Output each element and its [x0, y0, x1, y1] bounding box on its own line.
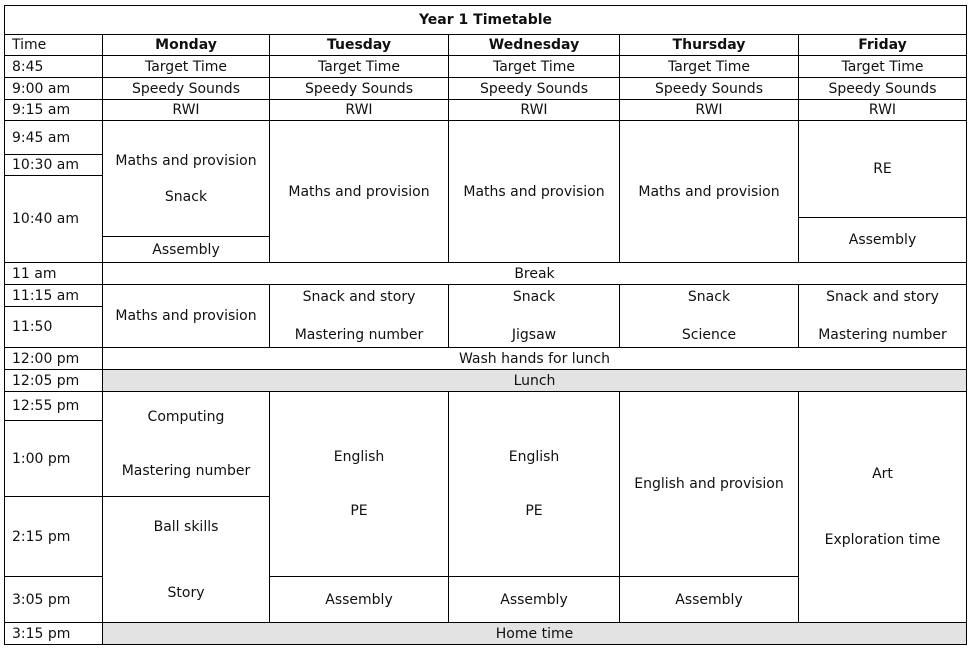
time-0845: 8:45 [4, 55, 103, 78]
break-row: Break [102, 262, 967, 285]
monday-pm-block1 [102, 391, 270, 497]
time-1030: 10:30 am [4, 154, 103, 176]
time-1115: 11:15 am [4, 284, 103, 307]
wednesday-pm-block [448, 391, 620, 577]
timetable-title: Year 1 Timetable [4, 5, 967, 35]
time-1505: 3:05 pm [4, 576, 103, 623]
tuesday-pm-block [269, 391, 449, 577]
tuesday-target-time: Target Time [269, 55, 449, 78]
wednesday-speedy-sounds: Speedy Sounds [448, 77, 620, 100]
friday-re: RE [798, 120, 967, 218]
monday-ball-skills: Ball skills [153, 518, 219, 535]
home-time-row: Home time [102, 622, 967, 645]
friday-late-am [798, 284, 967, 348]
tuesday-speedy-sounds: Speedy Sounds [269, 77, 449, 100]
lunch-row: Lunch [102, 369, 967, 392]
wednesday-rwi: RWI [448, 99, 620, 121]
monday-computing: Computing [147, 409, 225, 425]
friday-assembly: Assembly [798, 217, 967, 263]
monday-maths-provision: Maths and provision [115, 152, 257, 169]
wednesday-assembly: Assembly [448, 576, 620, 623]
monday-assembly: Assembly [102, 236, 270, 263]
header-tuesday: Tuesday [269, 34, 449, 56]
friday-rwi: RWI [798, 99, 967, 121]
friday-snack-story: Snack and story [826, 289, 939, 305]
thursday-pm-block: English and provision [619, 391, 799, 577]
time-0900: 9:00 am [4, 77, 103, 100]
wednesday-snack: Snack [512, 289, 556, 305]
time-1415: 2:15 pm [4, 496, 103, 577]
monday-target-time: Target Time [102, 55, 270, 78]
friday-art: Art [872, 466, 893, 482]
monday-snack: Snack [164, 188, 208, 205]
friday-exploration-time: Exploration time [824, 532, 941, 548]
time-0915: 9:15 am [4, 99, 103, 121]
header-thursday: Thursday [619, 34, 799, 56]
thursday-target-time: Target Time [619, 55, 799, 78]
tuesday-late-am [269, 284, 449, 348]
thursday-rwi: RWI [619, 99, 799, 121]
tuesday-am-block: Maths and provision [269, 120, 449, 263]
time-1150: 11:50 [4, 306, 103, 348]
monday-late-am: Maths and provision [102, 284, 270, 348]
friday-mastering-number: Mastering number [818, 327, 947, 343]
tuesday-assembly: Assembly [269, 576, 449, 623]
thursday-snack: Snack [687, 289, 731, 305]
thursday-speedy-sounds: Speedy Sounds [619, 77, 799, 100]
header-friday: Friday [798, 34, 967, 56]
friday-target-time: Target Time [798, 55, 967, 78]
friday-pm-block [798, 391, 967, 623]
wednesday-pe: PE [525, 503, 543, 519]
monday-story: Story [167, 584, 205, 601]
wednesday-english: English [508, 449, 560, 465]
time-1205: 12:05 pm [4, 369, 103, 392]
time-1100: 11 am [4, 262, 103, 285]
thursday-am-block: Maths and provision [619, 120, 799, 263]
header-time: Time [4, 34, 103, 56]
thursday-assembly: Assembly [619, 576, 799, 623]
thursday-late-am [619, 284, 799, 348]
timetable [5, 6, 967, 646]
wednesday-am-block: Maths and provision [448, 120, 620, 263]
wednesday-late-am [448, 284, 620, 348]
monday-am-block [102, 120, 270, 237]
time-1515: 3:15 pm [4, 622, 103, 645]
wednesday-target-time: Target Time [448, 55, 620, 78]
monday-speedy-sounds: Speedy Sounds [102, 77, 270, 100]
header-monday: Monday [102, 34, 270, 56]
wednesday-jigsaw: Jigsaw [511, 327, 557, 343]
time-1255: 12:55 pm [4, 391, 103, 421]
monday-pm-block2 [102, 496, 270, 623]
time-1040: 10:40 am [4, 175, 103, 263]
monday-rwi: RWI [102, 99, 270, 121]
time-1300: 1:00 pm [4, 420, 103, 497]
tuesday-mastering-number: Mastering number [294, 327, 424, 343]
friday-speedy-sounds: Speedy Sounds [798, 77, 967, 100]
tuesday-pe: PE [350, 503, 368, 519]
tuesday-snack-story: Snack and story [302, 289, 416, 305]
monday-mastering-number: Mastering number [121, 463, 251, 479]
header-wednesday: Wednesday [448, 34, 620, 56]
wash-hands-row: Wash hands for lunch [102, 347, 967, 370]
time-1200: 12:00 pm [4, 347, 103, 370]
time-0945: 9:45 am [4, 120, 103, 155]
tuesday-english: English [333, 449, 385, 465]
thursday-science: Science [681, 327, 737, 343]
tuesday-rwi: RWI [269, 99, 449, 121]
